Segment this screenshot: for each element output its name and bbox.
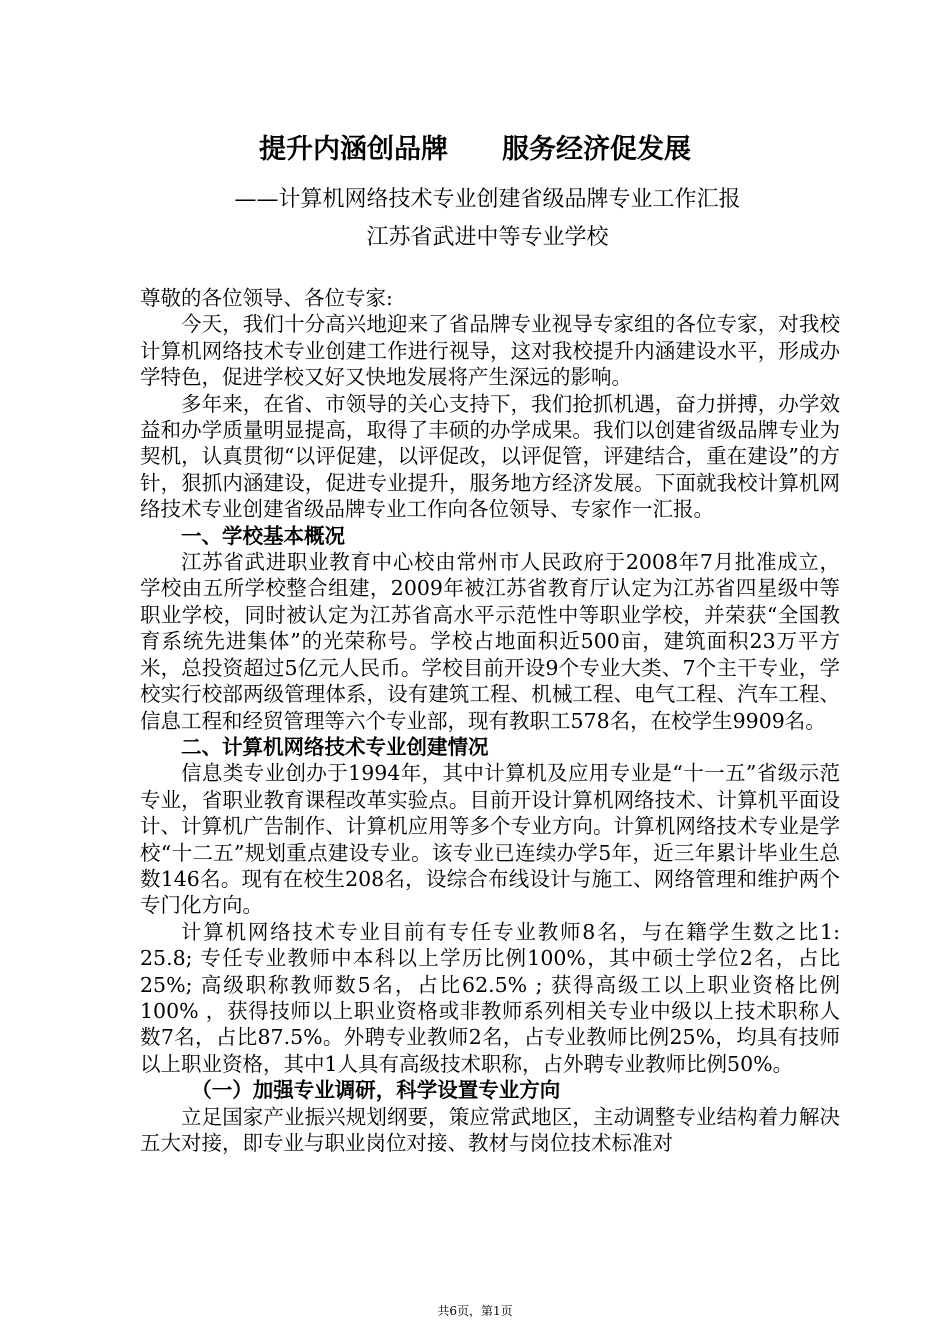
document-body: [140, 285, 840, 1156]
document-subtitle: ——计算机网络技术专业创建省级品牌专业工作汇报: [234, 187, 741, 212]
document-title: 提升内涵创品牌 服务经济促发展: [259, 134, 691, 165]
paragraph-major-history: 信息类专业创办于1994年，其中计算机及应用专业是“十一五”省级示范专业，省职业教育课程改革实验点。目前开设计算机网络技术、计算机平面设计、计算机广告制作、计算机应用等多个专业方向。计算机网络技术专业是学校“十二五”规划重点建设专业。该专业已连续办学5年，近三年累计毕业生总数146名。现有在校生208名，设综合布线设计与施工、网络管理和维护两个专门化方向。: [140, 761, 840, 918]
paragraph-achievements: 多年来，在省、市领导的关心支持下，我们抢抓机遇，奋力拼搏，办学效益和办学质量明显提高，取得了丰硕的办学成果。我们以创建省级品牌专业为契机，认真贯彻“以评促建，以评促改，以评促管，评建结合，重在建设”的方针，狠抓内涵建设，促进专业提升，服务地方经济发展。下面就我校计算机网络技术专业创建省级品牌专业工作向各位领导、专家作一汇报。: [140, 391, 840, 522]
paragraph-school-overview: 江苏省武进职业教育中心校由常州市人民政府于2008年7月批准成立，学校由五所学校整合组建，2009年被江苏省教育厅认定为江苏省四星级中等职业学校，同时被认定为江苏省高水平示范性中等职业学校，并荣获“全国教育系统先进集体”的光荣称号。学校占地面积近500亩，建筑面积23万平方米，总投资超过5亿元人民币。学校目前开设9个专业大类、7个主干专业，学校实行校部两级管理体系，设有建筑工程、机械工程、电气工程、汽车工程、信息工程和经贸管理等六个专业部，现有教职工578名，在校学生9909名。: [140, 550, 840, 733]
salutation: 尊敬的各位领导、各位专家:: [140, 286, 393, 310]
subsection-heading-research: （一）加强专业调研，科学设置专业方向: [191, 1078, 561, 1103]
paragraph-faculty: 计算机网络技术专业目前有专任专业教师8名，与在籍学生数之比1: 25.8; 专任专业教师中本科以上学历比例100%，其中硕士学位2名，占比25%; 高级职称教师数5名，占比62.5% ; 获得高级工以上职业资格比例100% ，获得技师以上职业资格或非教师系列相关专业中级以上技术职称人数7名，占比87.5%。外聘专业教师2名，占专业教师比例25%，均具有技师以上职业资格，其中1人具有高级技术职称，占外聘专业教师比例50%。: [140, 919, 840, 1076]
page-footer: 共6页，第1页: [437, 1304, 513, 1318]
paragraph-research: 立足国家产业振兴规划纲要，策应常武地区，主动调整专业结构着力解决五大对接，即专业与职业岗位对接、教材与岗位技术标准对: [140, 1104, 840, 1155]
section-heading-major-construction: 二、计算机网络技术专业创建情况: [181, 734, 489, 759]
school-name: 江苏省武进中等专业学校: [366, 225, 609, 250]
paragraph-intro: 今天，我们十分高兴地迎来了省品牌专业视导专家组的各位专家，对我校计算机网络技术专业创建工作进行视导，这对我校提升内涵建设水平，形成办学特色，促进学校又好又快地发展将产生深远的影响。: [140, 312, 840, 390]
section-heading-school-overview: 一、学校基本概况: [181, 523, 345, 548]
